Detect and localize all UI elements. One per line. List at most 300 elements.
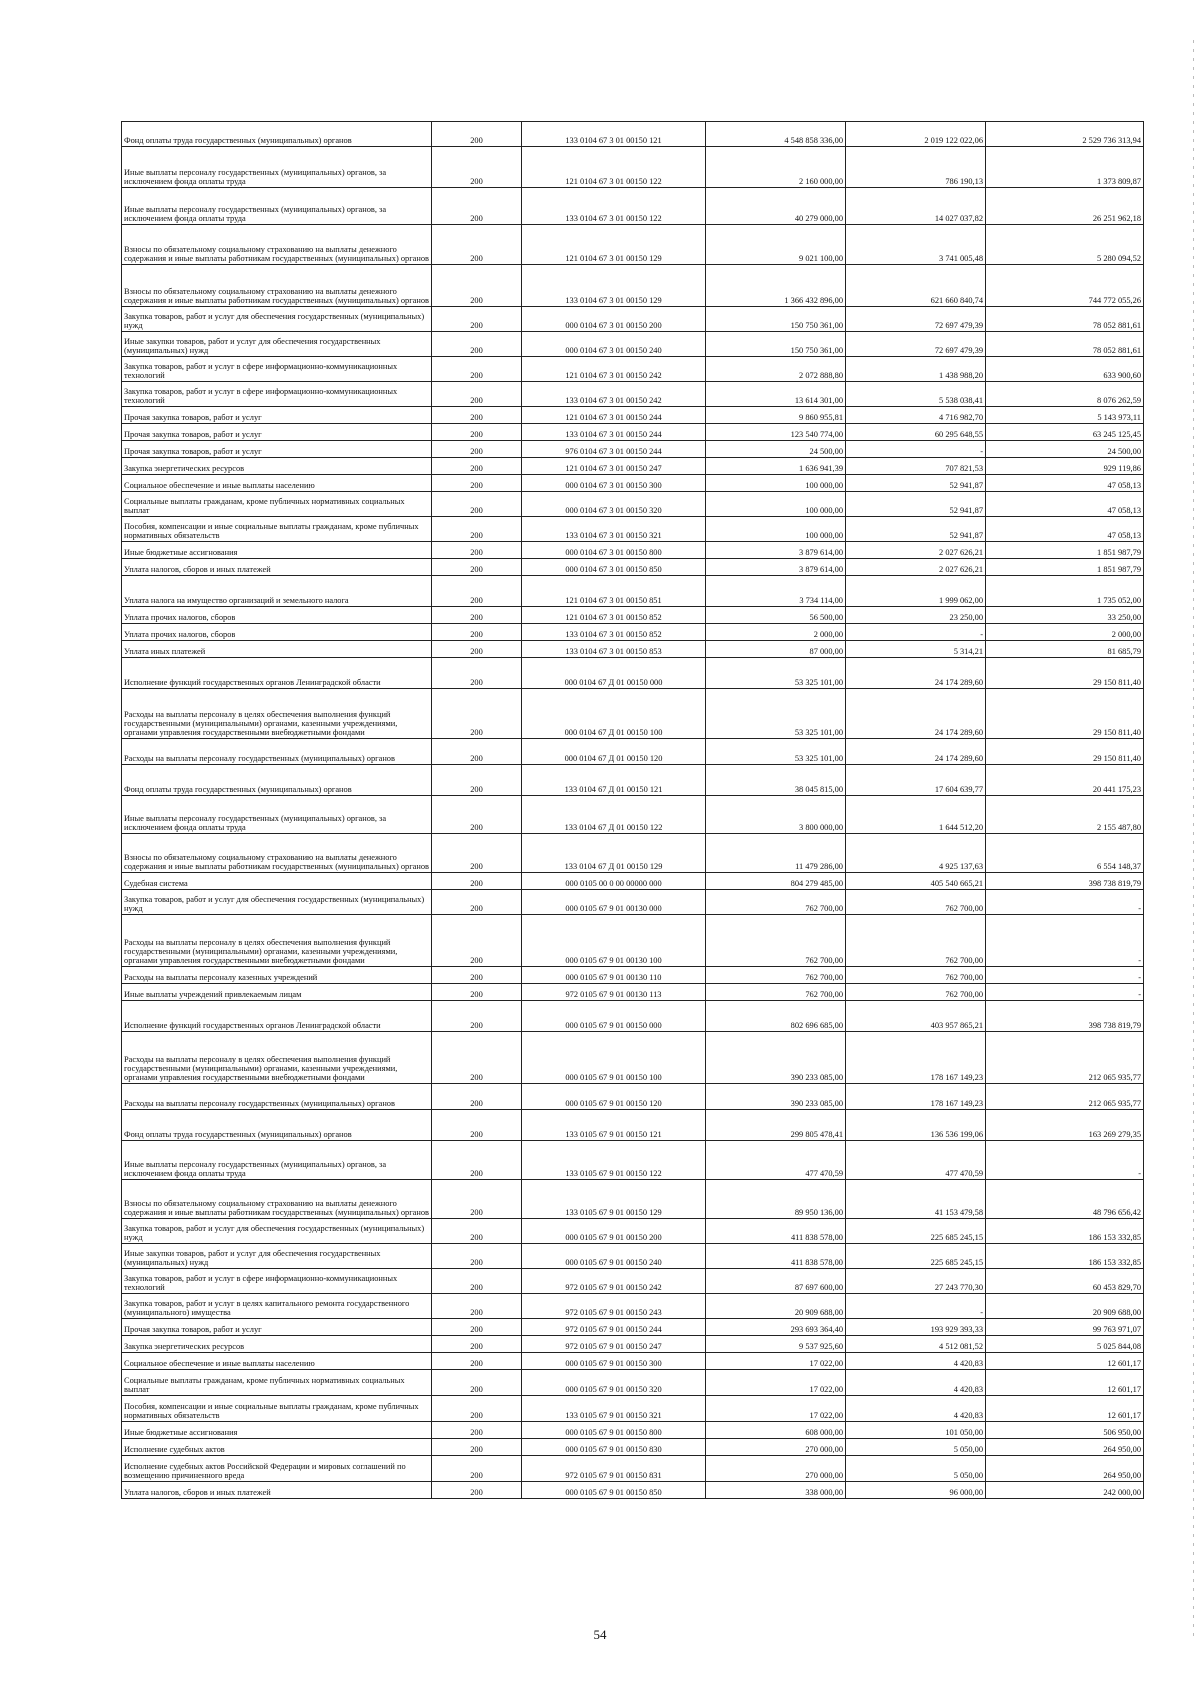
cell-budget-code: 000 0105 67 9 01 00150 000	[522, 1001, 706, 1032]
cell-budget-code: 972 0105 67 9 01 00150 244	[522, 1319, 706, 1336]
cell-executed: 17 604 639,77	[846, 765, 986, 796]
table-row	[122, 1456, 1144, 1482]
cell-approved: 24 500,00	[706, 441, 846, 458]
cell-executed: -	[846, 1294, 986, 1319]
cell-approved: 100 000,00	[706, 492, 846, 517]
cell-line-code: 200	[432, 576, 522, 607]
cell-approved: 762 700,00	[706, 915, 846, 967]
cell-executed: 4 420,83	[846, 1396, 986, 1422]
cell-remaining: -	[986, 984, 1144, 1001]
cell-name: Закупка энергетических ресурсов	[122, 458, 432, 475]
cell-approved: 87 000,00	[706, 641, 846, 658]
table-row	[122, 1001, 1144, 1032]
cell-executed: 52 941,87	[846, 517, 986, 542]
cell-line-code: 200	[432, 641, 522, 658]
cell-line-code: 200	[432, 1396, 522, 1422]
cell-approved: 53 325 101,00	[706, 739, 846, 765]
cell-name: Закупка товаров, работ и услуг в сфере информационно-коммуникационных технологий	[122, 1269, 432, 1294]
cell-name: Пособия, компенсации и иные социальные выплаты гражданам, кроме публичных нормативных обязательств	[122, 1396, 432, 1422]
cell-budget-code: 000 0104 67 Д 01 00150 000	[522, 658, 706, 689]
cell-remaining: 1 373 809,87	[986, 147, 1144, 188]
cell-executed: 52 941,87	[846, 475, 986, 492]
cell-approved: 53 325 101,00	[706, 658, 846, 689]
cell-executed: 52 941,87	[846, 492, 986, 517]
cell-approved: 802 696 685,00	[706, 1001, 846, 1032]
cell-name: Иные выплаты персоналу государственных (муниципальных) органов, за исключением фонда оплаты труда	[122, 1141, 432, 1180]
cell-remaining: 33 250,00	[986, 607, 1144, 624]
cell-budget-code: 000 0104 67 Д 01 00150 100	[522, 689, 706, 739]
cell-approved: 89 950 136,00	[706, 1180, 846, 1219]
cell-executed: 2 027 626,21	[846, 542, 986, 559]
cell-budget-code: 000 0104 67 3 01 00150 320	[522, 492, 706, 517]
cell-line-code: 200	[432, 1032, 522, 1084]
table-row	[122, 658, 1144, 689]
cell-name: Расходы на выплаты персоналу государственных (муниципальных) органов	[122, 1084, 432, 1110]
cell-budget-code: 133 0105 67 9 01 00150 122	[522, 1141, 706, 1180]
cell-name: Исполнение судебных актов Российской Федерации и мировых соглашений по возмещению причиненного вреда	[122, 1456, 432, 1482]
cell-budget-code: 121 0104 67 3 01 00150 122	[522, 147, 706, 188]
cell-executed: 5 314,21	[846, 641, 986, 658]
table-row	[122, 967, 1144, 984]
cell-remaining: 264 950,00	[986, 1456, 1144, 1482]
cell-executed: 4 420,83	[846, 1370, 986, 1396]
cell-remaining: 48 796 656,42	[986, 1180, 1144, 1219]
cell-budget-code: 972 0105 67 9 01 00150 247	[522, 1336, 706, 1353]
cell-line-code: 200	[432, 1336, 522, 1353]
cell-executed: 477 470,59	[846, 1141, 986, 1180]
table-row	[122, 1244, 1144, 1269]
cell-line-code: 200	[432, 441, 522, 458]
cell-remaining: 47 058,13	[986, 517, 1144, 542]
cell-approved: 477 470,59	[706, 1141, 846, 1180]
cell-executed: 405 540 665,21	[846, 873, 986, 890]
cell-executed: 225 685 245,15	[846, 1219, 986, 1244]
cell-remaining: 5 280 094,52	[986, 225, 1144, 265]
cell-executed: 3 741 005,48	[846, 225, 986, 265]
cell-line-code: 200	[432, 1482, 522, 1499]
cell-remaining: 506 950,00	[986, 1422, 1144, 1439]
cell-remaining: 163 269 279,35	[986, 1110, 1144, 1141]
cell-line-code: 200	[432, 1353, 522, 1370]
cell-name: Иные закупки товаров, работ и услуг для обеспечения государственных (муниципальных) нужд	[122, 1244, 432, 1269]
cell-budget-code: 121 0104 67 3 01 00150 851	[522, 576, 706, 607]
cell-name: Расходы на выплаты персоналу в целях обеспечения выполнения функций государственными (муниципальными) органами, казенными учреждениями, органами управления государственными внебюджетными фондами	[122, 1032, 432, 1084]
cell-line-code: 200	[432, 225, 522, 265]
cell-budget-code: 000 0105 67 9 01 00150 100	[522, 1032, 706, 1084]
cell-name: Прочая закупка товаров, работ и услуг	[122, 1319, 432, 1336]
table-row	[122, 307, 1144, 332]
cell-name: Расходы на выплаты персоналу казенных учреждений	[122, 967, 432, 984]
cell-approved: 2 000,00	[706, 624, 846, 641]
cell-line-code: 200	[432, 689, 522, 739]
cell-name: Иные выплаты учреждений привлекаемым лицам	[122, 984, 432, 1001]
cell-approved: 123 540 774,00	[706, 424, 846, 441]
cell-line-code: 200	[432, 357, 522, 382]
cell-executed: 762 700,00	[846, 915, 986, 967]
cell-line-code: 200	[432, 915, 522, 967]
cell-remaining: 20 441 175,23	[986, 765, 1144, 796]
cell-line-code: 200	[432, 1084, 522, 1110]
cell-line-code: 200	[432, 890, 522, 915]
cell-approved: 1 636 941,39	[706, 458, 846, 475]
table-row	[122, 332, 1144, 357]
scan-edge-line	[1193, 40, 1194, 1640]
cell-name: Расходы на выплаты персоналу в целях обеспечения выполнения функций государственными (муниципальными) органами, казенными учреждениями, органами управления государственными внебюджетными фондами	[122, 689, 432, 739]
cell-approved: 390 233 085,00	[706, 1032, 846, 1084]
cell-name: Прочая закупка товаров, работ и услуг	[122, 407, 432, 424]
cell-executed: 762 700,00	[846, 890, 986, 915]
table-row	[122, 689, 1144, 739]
cell-line-code: 200	[432, 1219, 522, 1244]
cell-budget-code: 000 0104 67 3 01 00150 240	[522, 332, 706, 357]
cell-budget-code: 121 0104 67 3 01 00150 129	[522, 225, 706, 265]
cell-name: Закупка товаров, работ и услуг для обеспечения государственных (муниципальных) нужд	[122, 307, 432, 332]
cell-budget-code: 000 0105 67 9 01 00130 110	[522, 967, 706, 984]
cell-executed: 5 050,00	[846, 1456, 986, 1482]
cell-approved: 2 160 000,00	[706, 147, 846, 188]
cell-budget-code: 000 0105 00 0 00 00000 000	[522, 873, 706, 890]
cell-approved: 100 000,00	[706, 475, 846, 492]
cell-line-code: 200	[432, 542, 522, 559]
cell-name: Пособия, компенсации и иные социальные выплаты гражданам, кроме публичных нормативных обязательств	[122, 517, 432, 542]
cell-budget-code: 000 0105 67 9 01 00150 120	[522, 1084, 706, 1110]
cell-approved: 411 838 578,00	[706, 1219, 846, 1244]
cell-executed: 60 295 648,55	[846, 424, 986, 441]
cell-remaining: 212 065 935,77	[986, 1084, 1144, 1110]
cell-budget-code: 972 0105 67 9 01 00150 242	[522, 1269, 706, 1294]
cell-approved: 390 233 085,00	[706, 1084, 846, 1110]
table-row	[122, 1370, 1144, 1396]
cell-budget-code: 972 0105 67 9 01 00130 113	[522, 984, 706, 1001]
cell-remaining: 81 685,79	[986, 641, 1144, 658]
cell-name: Уплата налога на имущество организаций и земельного налога	[122, 576, 432, 607]
cell-remaining: 99 763 971,07	[986, 1319, 1144, 1336]
cell-name: Закупка товаров, работ и услуг в сфере информационно-коммуникационных технологий	[122, 357, 432, 382]
table-row	[122, 424, 1144, 441]
table-row	[122, 915, 1144, 967]
table-row	[122, 1294, 1144, 1319]
cell-name: Уплата прочих налогов, сборов	[122, 624, 432, 641]
cell-budget-code: 000 0105 67 9 01 00150 830	[522, 1439, 706, 1456]
cell-remaining: 633 900,60	[986, 357, 1144, 382]
table-row	[122, 382, 1144, 407]
cell-remaining: 242 000,00	[986, 1482, 1144, 1499]
cell-name: Прочая закупка товаров, работ и услуг	[122, 441, 432, 458]
table-row	[122, 1084, 1144, 1110]
table-row	[122, 517, 1144, 542]
table-row	[122, 1439, 1144, 1456]
cell-name: Иные бюджетные ассигнования	[122, 542, 432, 559]
cell-name: Закупка энергетических ресурсов	[122, 1336, 432, 1353]
cell-name: Уплата налогов, сборов и иных платежей	[122, 559, 432, 576]
cell-budget-code: 121 0104 67 3 01 00150 242	[522, 357, 706, 382]
table-row	[122, 147, 1144, 188]
cell-line-code: 200	[432, 607, 522, 624]
cell-budget-code: 121 0104 67 3 01 00150 244	[522, 407, 706, 424]
table-row	[122, 796, 1144, 834]
cell-budget-code: 000 0105 67 9 01 00150 800	[522, 1422, 706, 1439]
cell-budget-code: 133 0104 67 Д 01 00150 129	[522, 834, 706, 873]
cell-line-code: 200	[432, 834, 522, 873]
cell-name: Уплата прочих налогов, сборов	[122, 607, 432, 624]
table-row	[122, 1180, 1144, 1219]
cell-budget-code: 133 0104 67 3 01 00150 242	[522, 382, 706, 407]
cell-remaining: 264 950,00	[986, 1439, 1144, 1456]
cell-remaining: 60 453 829,70	[986, 1269, 1144, 1294]
cell-name: Фонд оплаты труда государственных (муниципальных) органов	[122, 1110, 432, 1141]
cell-executed: 1 438 988,20	[846, 357, 986, 382]
cell-name: Прочая закупка товаров, работ и услуг	[122, 424, 432, 441]
cell-executed: 24 174 289,60	[846, 739, 986, 765]
cell-budget-code: 000 0105 67 9 01 00150 320	[522, 1370, 706, 1396]
table-row	[122, 357, 1144, 382]
cell-remaining: 12 601,17	[986, 1396, 1144, 1422]
cell-name: Социальные выплаты гражданам, кроме публичных нормативных социальных выплат	[122, 492, 432, 517]
table-row	[122, 834, 1144, 873]
table-row	[122, 1269, 1144, 1294]
cell-remaining: 12 601,17	[986, 1353, 1144, 1370]
cell-approved: 804 279 485,00	[706, 873, 846, 890]
cell-line-code: 200	[432, 1269, 522, 1294]
table-row	[122, 1032, 1144, 1084]
cell-remaining: 2 000,00	[986, 624, 1144, 641]
cell-line-code: 200	[432, 1244, 522, 1269]
cell-line-code: 200	[432, 1370, 522, 1396]
cell-remaining: 5 143 973,11	[986, 407, 1144, 424]
cell-name: Закупка товаров, работ и услуг для обеспечения государственных (муниципальных) нужд	[122, 890, 432, 915]
cell-line-code: 200	[432, 424, 522, 441]
cell-remaining: 29 150 811,40	[986, 739, 1144, 765]
cell-name: Исполнение функций государственных органов Ленинградской области	[122, 658, 432, 689]
cell-approved: 17 022,00	[706, 1370, 846, 1396]
cell-budget-code: 133 0104 67 Д 01 00150 121	[522, 765, 706, 796]
cell-budget-code: 133 0104 67 3 01 00150 321	[522, 517, 706, 542]
cell-name: Уплата иных платежей	[122, 641, 432, 658]
table-row	[122, 122, 1144, 147]
cell-remaining: -	[986, 890, 1144, 915]
cell-remaining: 47 058,13	[986, 492, 1144, 517]
page-number: 54	[593, 1627, 607, 1642]
table-row	[122, 441, 1144, 458]
cell-line-code: 200	[432, 1110, 522, 1141]
cell-approved: 270 000,00	[706, 1439, 846, 1456]
cell-approved: 411 838 578,00	[706, 1244, 846, 1269]
cell-budget-code: 000 0104 67 3 01 00150 850	[522, 559, 706, 576]
cell-executed: 14 027 037,82	[846, 188, 986, 225]
cell-budget-code: 000 0104 67 Д 01 00150 120	[522, 739, 706, 765]
cell-remaining: 398 738 819,79	[986, 873, 1144, 890]
cell-budget-code: 000 0104 67 3 01 00150 800	[522, 542, 706, 559]
cell-executed: 27 243 770,30	[846, 1269, 986, 1294]
cell-remaining: 2 155 487,80	[986, 796, 1144, 834]
cell-line-code: 200	[432, 147, 522, 188]
table-row	[122, 225, 1144, 265]
table-row	[122, 1319, 1144, 1336]
cell-name: Взносы по обязательному социальному страхованию на выплаты денежного содержания и иные выплаты работникам государственных (муниципальных) органов	[122, 834, 432, 873]
cell-executed: 2 019 122 022,06	[846, 122, 986, 147]
cell-executed: 72 697 479,39	[846, 332, 986, 357]
cell-line-code: 200	[432, 265, 522, 307]
table-row	[122, 542, 1144, 559]
cell-name: Закупка товаров, работ и услуг в сфере информационно-коммуникационных технологий	[122, 382, 432, 407]
cell-executed: 5 538 038,41	[846, 382, 986, 407]
cell-line-code: 200	[432, 517, 522, 542]
cell-approved: 11 479 286,00	[706, 834, 846, 873]
cell-remaining: 1 851 987,79	[986, 542, 1144, 559]
cell-approved: 150 750 361,00	[706, 307, 846, 332]
cell-name: Социальное обеспечение и иные выплаты населению	[122, 475, 432, 492]
cell-approved: 270 000,00	[706, 1456, 846, 1482]
cell-budget-code: 121 0104 67 3 01 00150 247	[522, 458, 706, 475]
cell-executed: 178 167 149,23	[846, 1084, 986, 1110]
cell-line-code: 200	[432, 475, 522, 492]
cell-executed: 136 536 199,06	[846, 1110, 986, 1141]
cell-approved: 17 022,00	[706, 1353, 846, 1370]
cell-line-code: 200	[432, 407, 522, 424]
cell-remaining: 1 851 987,79	[986, 559, 1144, 576]
cell-name: Иные бюджетные ассигнования	[122, 1422, 432, 1439]
cell-line-code: 200	[432, 188, 522, 225]
table-row	[122, 576, 1144, 607]
cell-approved: 1 366 432 896,00	[706, 265, 846, 307]
table-row	[122, 1422, 1144, 1439]
cell-remaining: 20 909 688,00	[986, 1294, 1144, 1319]
cell-executed: 786 190,13	[846, 147, 986, 188]
cell-executed: -	[846, 624, 986, 641]
cell-executed: 4 925 137,63	[846, 834, 986, 873]
cell-executed: 621 660 840,74	[846, 265, 986, 307]
cell-approved: 56 500,00	[706, 607, 846, 624]
cell-executed: 403 957 865,21	[846, 1001, 986, 1032]
cell-remaining: -	[986, 1141, 1144, 1180]
cell-approved: 762 700,00	[706, 984, 846, 1001]
table-row	[122, 641, 1144, 658]
cell-name: Иные выплаты персоналу государственных (муниципальных) органов, за исключением фонда оплаты труда	[122, 188, 432, 225]
cell-remaining: -	[986, 915, 1144, 967]
cell-executed: 178 167 149,23	[846, 1032, 986, 1084]
table-row	[122, 624, 1144, 641]
cell-budget-code: 133 0104 67 3 01 00150 853	[522, 641, 706, 658]
cell-remaining: 12 601,17	[986, 1370, 1144, 1396]
table-row	[122, 1141, 1144, 1180]
cell-budget-code: 972 0105 67 9 01 00150 831	[522, 1456, 706, 1482]
table-row	[122, 265, 1144, 307]
budget-execution-table	[121, 121, 1144, 1499]
cell-name: Расходы на выплаты персоналу в целях обеспечения выполнения функций государственными (муниципальными) органами, казенными учреждениями, органами управления государственными внебюджетными фондами	[122, 915, 432, 967]
cell-approved: 53 325 101,00	[706, 689, 846, 739]
cell-remaining: 186 153 332,85	[986, 1244, 1144, 1269]
cell-line-code: 200	[432, 765, 522, 796]
cell-line-code: 200	[432, 382, 522, 407]
cell-executed: 2 027 626,21	[846, 559, 986, 576]
cell-budget-code: 000 0104 67 3 01 00150 200	[522, 307, 706, 332]
cell-approved: 9 021 100,00	[706, 225, 846, 265]
cell-remaining: 29 150 811,40	[986, 689, 1144, 739]
cell-approved: 17 022,00	[706, 1396, 846, 1422]
cell-executed: 4 420,83	[846, 1353, 986, 1370]
cell-line-code: 200	[432, 1001, 522, 1032]
cell-approved: 2 072 888,80	[706, 357, 846, 382]
cell-name: Уплата налогов, сборов и иных платежей	[122, 1482, 432, 1499]
cell-remaining: 26 251 962,18	[986, 188, 1144, 225]
table-body	[122, 122, 1144, 1499]
cell-name: Взносы по обязательному социальному страхованию на выплаты денежного содержания и иные выплаты работникам государственных (муниципальных) органов	[122, 1180, 432, 1219]
cell-executed: -	[846, 441, 986, 458]
cell-approved: 9 860 955,81	[706, 407, 846, 424]
cell-executed: 4 512 081,52	[846, 1336, 986, 1353]
cell-name: Социальное обеспечение и иные выплаты населению	[122, 1353, 432, 1370]
cell-name: Расходы на выплаты персоналу государственных (муниципальных) органов	[122, 739, 432, 765]
cell-line-code: 200	[432, 658, 522, 689]
cell-remaining: 929 119,86	[986, 458, 1144, 475]
cell-budget-code: 976 0104 67 3 01 00150 244	[522, 441, 706, 458]
cell-approved: 293 693 364,40	[706, 1319, 846, 1336]
cell-approved: 3 879 614,00	[706, 559, 846, 576]
cell-approved: 299 805 478,41	[706, 1110, 846, 1141]
cell-approved: 338 000,00	[706, 1482, 846, 1499]
cell-executed: 707 821,53	[846, 458, 986, 475]
table-row	[122, 765, 1144, 796]
cell-line-code: 200	[432, 1141, 522, 1180]
cell-budget-code: 133 0104 67 Д 01 00150 122	[522, 796, 706, 834]
cell-approved: 100 000,00	[706, 517, 846, 542]
cell-approved: 3 734 114,00	[706, 576, 846, 607]
cell-budget-code: 000 0105 67 9 01 00150 240	[522, 1244, 706, 1269]
cell-name: Взносы по обязательному социальному страхованию на выплаты денежного содержания и иные выплаты работникам государственных (муниципальных) органов	[122, 225, 432, 265]
cell-name: Исполнение судебных актов	[122, 1439, 432, 1456]
cell-line-code: 200	[432, 1422, 522, 1439]
cell-budget-code: 133 0104 67 3 01 00150 122	[522, 188, 706, 225]
cell-budget-code: 000 0105 67 9 01 00130 000	[522, 890, 706, 915]
cell-remaining: 1 735 052,00	[986, 576, 1144, 607]
table-row	[122, 607, 1144, 624]
cell-remaining: 744 772 055,26	[986, 265, 1144, 307]
table-row	[122, 739, 1144, 765]
cell-name: Социальные выплаты гражданам, кроме публичных нормативных социальных выплат	[122, 1370, 432, 1396]
table-row	[122, 890, 1144, 915]
table-row	[122, 1396, 1144, 1422]
cell-line-code: 200	[432, 332, 522, 357]
cell-name: Иные выплаты персоналу государственных (муниципальных) органов, за исключением фонда оплаты труда	[122, 147, 432, 188]
cell-approved: 38 045 815,00	[706, 765, 846, 796]
cell-remaining: 63 245 125,45	[986, 424, 1144, 441]
cell-name: Фонд оплаты труда государственных (муниципальных) органов	[122, 122, 432, 147]
cell-line-code: 200	[432, 1294, 522, 1319]
cell-approved: 87 697 600,00	[706, 1269, 846, 1294]
cell-budget-code: 972 0105 67 9 01 00150 243	[522, 1294, 706, 1319]
cell-budget-code: 121 0104 67 3 01 00150 852	[522, 607, 706, 624]
cell-remaining: 2 529 736 313,94	[986, 122, 1144, 147]
cell-budget-code: 133 0104 67 3 01 00150 121	[522, 122, 706, 147]
cell-name: Закупка товаров, работ и услуг для обеспечения государственных (муниципальных) нужд	[122, 1219, 432, 1244]
cell-line-code: 200	[432, 559, 522, 576]
cell-executed: 4 716 982,70	[846, 407, 986, 424]
cell-executed: 96 000,00	[846, 1482, 986, 1499]
table-row	[122, 188, 1144, 225]
cell-approved: 4 548 858 336,00	[706, 122, 846, 147]
cell-budget-code: 000 0104 67 3 01 00150 300	[522, 475, 706, 492]
table-row	[122, 407, 1144, 424]
cell-line-code: 200	[432, 624, 522, 641]
cell-name: Иные выплаты персоналу государственных (муниципальных) органов, за исключением фонда оплаты труда	[122, 796, 432, 834]
cell-executed: 24 174 289,60	[846, 689, 986, 739]
cell-approved: 9 537 925,60	[706, 1336, 846, 1353]
table-row	[122, 475, 1144, 492]
cell-executed: 24 174 289,60	[846, 658, 986, 689]
cell-line-code: 200	[432, 1180, 522, 1219]
cell-executed: 1 999 062,00	[846, 576, 986, 607]
cell-remaining: -	[986, 967, 1144, 984]
